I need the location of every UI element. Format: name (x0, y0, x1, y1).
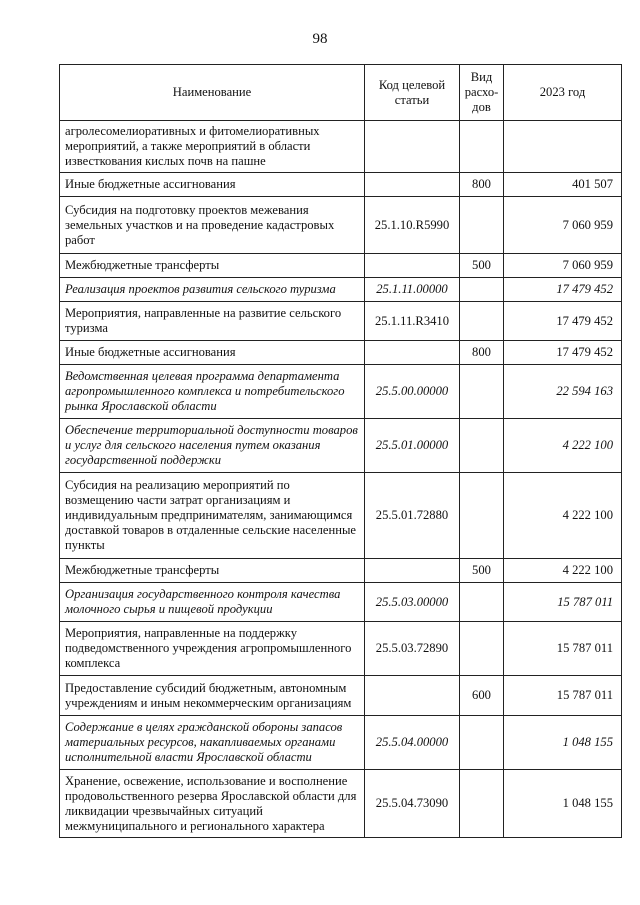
table-row (60, 173, 622, 197)
table-row (60, 341, 622, 365)
row-type (460, 121, 504, 173)
row-code: 25.5.01.00000 (365, 419, 460, 473)
row-amount: 4 222 100 (504, 419, 622, 473)
row-code: 25.1.10.R5990 (365, 197, 460, 254)
table-row (60, 254, 622, 278)
row-code (365, 676, 460, 716)
table-row (60, 622, 622, 676)
row-name: Субсидия на подготовку проектов межевания земельных участков и на проведение кадастровых работ (60, 197, 365, 254)
header-type: Вид расхо-дов (460, 65, 504, 121)
row-code (365, 254, 460, 278)
table-row (60, 121, 622, 173)
row-code: 25.5.01.72880 (365, 473, 460, 559)
row-type (460, 197, 504, 254)
page-number: 98 (312, 31, 328, 47)
row-amount: 4 222 100 (504, 473, 622, 559)
row-code: 25.1.11.00000 (365, 278, 460, 302)
row-code: 25.5.04.73090 (365, 770, 460, 838)
row-type (460, 419, 504, 473)
row-amount: 7 060 959 (504, 254, 622, 278)
row-code (365, 173, 460, 197)
row-amount: 22 594 163 (504, 365, 622, 419)
row-name: Иные бюджетные ассигнования (60, 173, 365, 197)
row-type: 800 (460, 341, 504, 365)
row-amount: 17 479 452 (504, 341, 622, 365)
row-type (460, 622, 504, 676)
row-type: 500 (460, 559, 504, 583)
row-amount: 401 507 (504, 173, 622, 197)
row-name: Содержание в целях гражданской обороны запасов материальных ресурсов, накапливаемых органами исполнительной власти Ярославской области (60, 716, 365, 770)
table-row (60, 559, 622, 583)
row-name: Мероприятия, направленные на развитие сельского туризма (60, 302, 365, 341)
row-name: Реализация проектов развития сельского туризма (60, 278, 365, 302)
row-amount: 17 479 452 (504, 302, 622, 341)
row-name: Субсидия на реализацию мероприятий по возмещению части затрат организациям и индивидуальным предпринимателям, занимающимся доставкой товаров в отдаленные сельские населенные пункты (60, 473, 365, 559)
table-header-row (60, 65, 622, 121)
table-row (60, 419, 622, 473)
table-row (60, 473, 622, 559)
row-amount: 15 787 011 (504, 583, 622, 622)
row-code (365, 121, 460, 173)
row-amount: 1 048 155 (504, 716, 622, 770)
header-amount: 2023 год (504, 65, 622, 121)
row-code: 25.5.04.00000 (365, 716, 460, 770)
row-name: Ведомственная целевая программа департамента агропромышленного комплекса и потребительского рынка Ярославской области (60, 365, 365, 419)
row-type (460, 583, 504, 622)
table-row (60, 770, 622, 838)
budget-table (59, 64, 622, 838)
row-amount: 15 787 011 (504, 676, 622, 716)
row-name: Предоставление субсидий бюджетным, автономным учреждениям и иным некоммерческим организациям (60, 676, 365, 716)
row-type (460, 716, 504, 770)
row-name: агролесомелиоративных и фитомелиоративных мероприятий, а также мероприятий в области известкования кислых почв на пашне (60, 121, 365, 173)
row-code: 25.5.00.00000 (365, 365, 460, 419)
row-amount (504, 121, 622, 173)
row-amount: 15 787 011 (504, 622, 622, 676)
row-code: 25.5.03.00000 (365, 583, 460, 622)
row-name: Обеспечение территориальной доступности товаров и услуг для сельского населения путем оказания государственной поддержки (60, 419, 365, 473)
header-name: Наименование (60, 65, 365, 121)
row-type: 600 (460, 676, 504, 716)
row-type: 800 (460, 173, 504, 197)
header-code: Код целевой статьи (365, 65, 460, 121)
row-name: Иные бюджетные ассигнования (60, 341, 365, 365)
row-code (365, 559, 460, 583)
table-row (60, 302, 622, 341)
row-type: 500 (460, 254, 504, 278)
row-type (460, 302, 504, 341)
row-amount: 7 060 959 (504, 197, 622, 254)
table-row (60, 716, 622, 770)
table-row (60, 583, 622, 622)
row-name: Организация государственного контроля качества молочного сырья и пищевой продукции (60, 583, 365, 622)
table-row (60, 365, 622, 419)
row-name: Межбюджетные трансферты (60, 559, 365, 583)
row-name: Мероприятия, направленные на поддержку подведомственного учреждения агропромышленного комплекса (60, 622, 365, 676)
row-name: Межбюджетные трансферты (60, 254, 365, 278)
row-amount: 17 479 452 (504, 278, 622, 302)
row-type (460, 278, 504, 302)
row-code (365, 341, 460, 365)
row-code: 25.1.11.R3410 (365, 302, 460, 341)
table-row (60, 278, 622, 302)
row-amount: 1 048 155 (504, 770, 622, 838)
table-row (60, 676, 622, 716)
row-amount: 4 222 100 (504, 559, 622, 583)
row-type (460, 473, 504, 559)
row-type (460, 770, 504, 838)
row-code: 25.5.03.72890 (365, 622, 460, 676)
row-type (460, 365, 504, 419)
table-row (60, 197, 622, 254)
row-name: Хранение, освежение, использование и восполнение продовольственного резерва Ярославской области для ликвидации чрезвычайных ситуаций межмуниципального и регионального характера (60, 770, 365, 838)
